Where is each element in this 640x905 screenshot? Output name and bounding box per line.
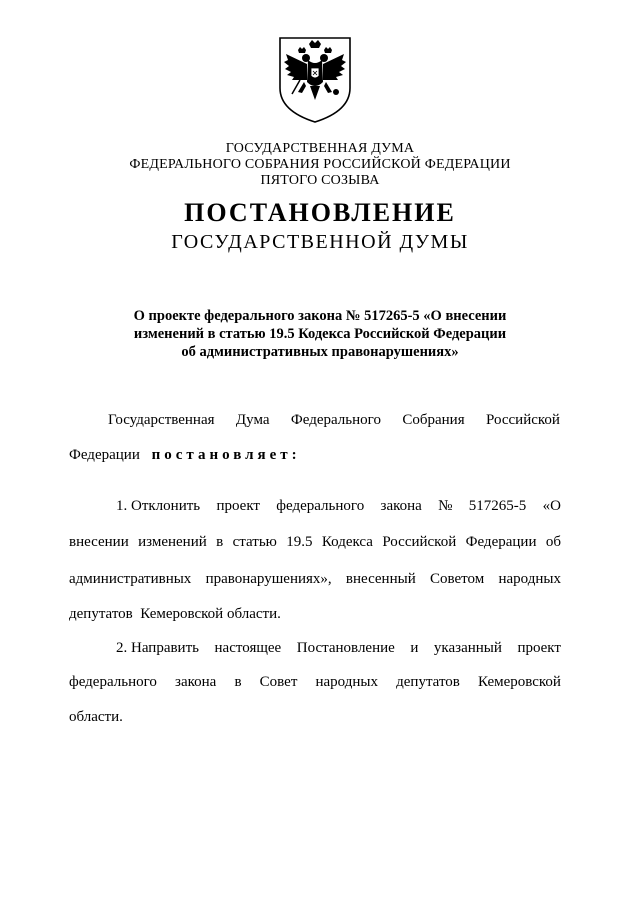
word: указанный — [433, 640, 502, 656]
item2-line-2 — [69, 673, 561, 691]
word: Постановление — [296, 640, 395, 656]
word: Федерации — [465, 534, 537, 550]
word: Дума — [235, 412, 270, 428]
item2-line-1 — [116, 639, 561, 657]
word: проект — [216, 498, 260, 514]
word: Советом — [430, 571, 485, 587]
word: Российской — [382, 534, 457, 550]
word: об — [545, 534, 561, 550]
word: изменений — [138, 534, 207, 550]
header-block — [0, 141, 640, 189]
word: № — [438, 498, 453, 514]
word: в — [216, 534, 224, 550]
item2-line-3: области. — [69, 709, 123, 725]
word: закона — [175, 674, 217, 690]
word: и — [410, 640, 419, 656]
word: Государственная — [108, 412, 215, 428]
word: 2. Направить — [116, 640, 199, 656]
word: закона — [380, 498, 422, 514]
word: Федерального — [290, 412, 381, 428]
subject-line: об административных правонарушениях» — [181, 344, 459, 360]
item1-line-3 — [69, 570, 561, 588]
word: Совет — [259, 674, 298, 690]
preamble-line-1 — [108, 411, 560, 429]
word: в — [234, 674, 242, 690]
document-subject — [0, 307, 640, 361]
word: 517265-5 — [468, 498, 527, 514]
word: Собрания — [402, 412, 465, 428]
word: административных — [69, 571, 192, 587]
word: внесенный — [345, 571, 416, 587]
word: 19.5 — [286, 534, 313, 550]
word: настоящее — [214, 640, 282, 656]
word: Российской — [486, 412, 560, 428]
word: народных — [498, 571, 561, 587]
document-subtitle: ГОСУДАРСТВЕННОЙ ДУМЫ — [171, 231, 469, 253]
decree-word: постановляет: — [151, 447, 301, 463]
subject-line: О проекте федерального закона № 517265-5 «О внесении — [133, 308, 507, 324]
word: Кемеровской — [478, 674, 561, 690]
word: депутатов — [396, 674, 460, 690]
word: 1. Отклонить — [116, 498, 201, 514]
item1-line-2 — [69, 533, 561, 551]
subject-line: изменений в статью 19.5 Кодекса Российской Федерации — [133, 326, 507, 342]
word: статью — [232, 534, 277, 550]
word: Кодекса — [321, 534, 373, 550]
word: проект — [517, 640, 561, 656]
word: правонарушениях», — [205, 571, 332, 587]
word: внесении — [69, 534, 129, 550]
word: федерального — [276, 498, 365, 514]
russian-coat-of-arms-icon — [276, 36, 354, 124]
word: «О — [542, 498, 561, 514]
header-line-assembly: ФЕДЕРАЛЬНОГО СОБРАНИЯ РОССИЙСКОЙ ФЕДЕРАЦИИ — [129, 157, 511, 172]
preamble-line-2 — [69, 446, 301, 464]
item1-line-4: депутатов Кемеровской области. — [69, 606, 281, 622]
header-line-convocation: ПЯТОГО СОЗЫВА — [260, 173, 380, 188]
word: Федерации — [69, 447, 140, 463]
item1-line-1 — [116, 497, 561, 515]
word: федерального — [69, 674, 157, 690]
word: народных — [315, 674, 378, 690]
document-title: ПОСТАНОВЛЕНИЕ — [184, 198, 456, 227]
header-line-duma: ГОСУДАРСТВЕННАЯ ДУМА — [225, 141, 415, 156]
